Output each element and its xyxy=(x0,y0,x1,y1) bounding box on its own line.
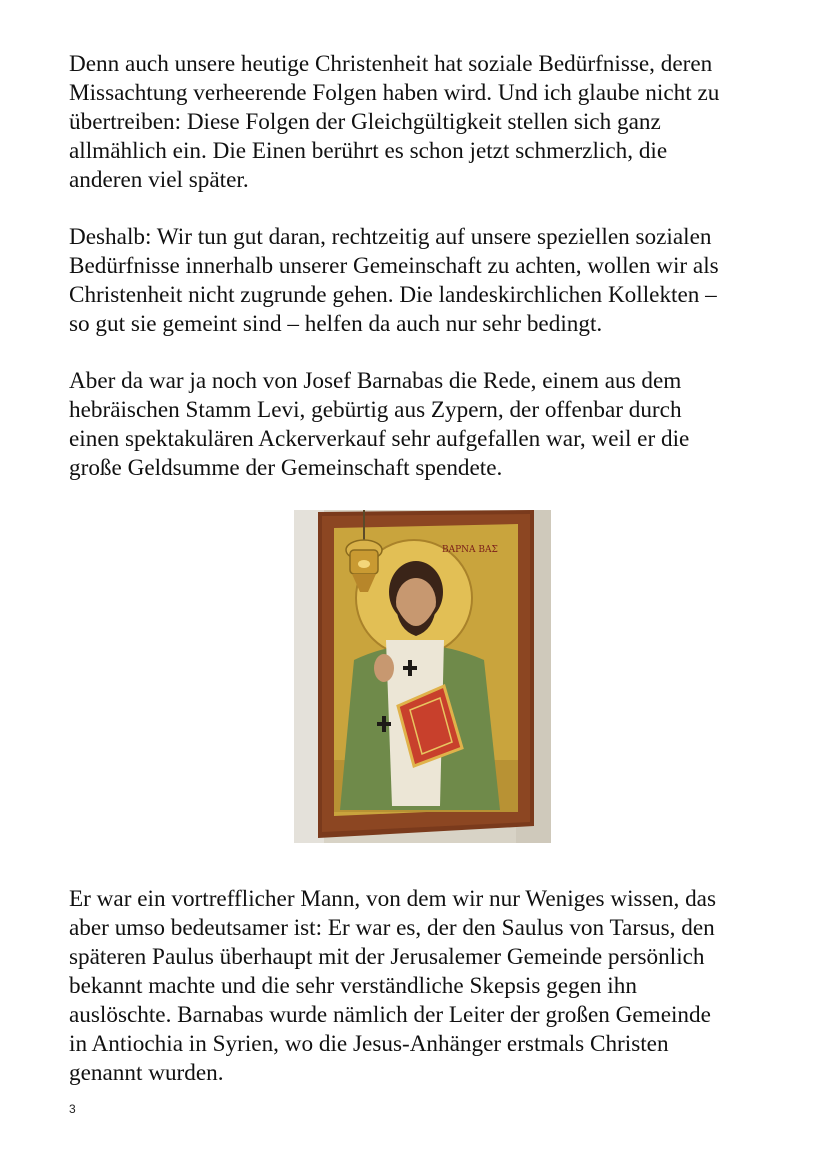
text-line: übertreiben: Diese Folgen der Gleichgültigkeit stellen sich ganz xyxy=(69,109,661,135)
text-line: genannt wurden. xyxy=(69,1060,224,1086)
paragraph-4 xyxy=(69,885,781,1088)
text-line: auslöschte. Barnabas wurde nämlich der Leiter der großen Gemeinde xyxy=(69,1002,711,1028)
text-line: große Geldsumme der Gemeinschaft spendete. xyxy=(69,455,503,481)
text-line: hebräischen Stamm Levi, gebürtig aus Zypern, der offenbar durch xyxy=(69,397,682,423)
text-line: Er war ein vortrefflicher Mann, von dem wir nur Weniges wissen, das xyxy=(69,886,716,912)
paragraph-2 xyxy=(69,223,781,339)
barnabas-icon-photo xyxy=(294,510,551,843)
text-line: Deshalb: Wir tun gut daran, rechtzeitig auf unsere speziellen sozialen xyxy=(69,224,712,250)
text-line: Missachtung verheerende Folgen haben wird. Und ich glaube nicht zu xyxy=(69,80,720,106)
text-line: anderen viel später. xyxy=(69,167,249,193)
text-line: bekannt machte und die sehr verständliche Skepsis gegen ihn xyxy=(69,973,637,999)
paragraph-3 xyxy=(69,367,781,483)
text-line: Christenheit nicht zugrunde gehen. Die landeskirchlichen Kollekten – xyxy=(69,282,717,308)
text-line: Aber da war ja noch von Josef Barnabas die Rede, einem aus dem xyxy=(69,368,682,394)
text-line: allmählich ein. Die Einen berührt es schon jetzt schmerzlich, die xyxy=(69,138,668,164)
text-line: so gut sie gemeint sind – helfen da auch nur sehr bedingt. xyxy=(69,311,603,337)
text-line: Denn auch unsere heutige Christenheit hat soziale Bedürfnisse, deren xyxy=(69,51,713,77)
text-line: späteren Paulus überhaupt mit der Jerusalemer Gemeinde persönlich xyxy=(69,944,705,970)
text-line: Bedürfnisse innerhalb unserer Gemeinschaft zu achten, wollen wir als xyxy=(69,253,719,279)
text-line: in Antiochia in Syrien, wo die Jesus-Anhänger erstmals Christen xyxy=(69,1031,669,1057)
text-line: einen spektakulären Ackerverkauf sehr aufgefallen war, weil er die xyxy=(69,426,690,452)
page-number: 3 xyxy=(69,1102,76,1116)
text-line: aber umso bedeutsamer ist: Er war es, der den Saulus von Tarsus, den xyxy=(69,915,715,941)
icon-inscription-line-1: ΒΑΡΝΑ ΒΑΣ xyxy=(442,545,498,555)
paragraph-1 xyxy=(69,50,781,195)
